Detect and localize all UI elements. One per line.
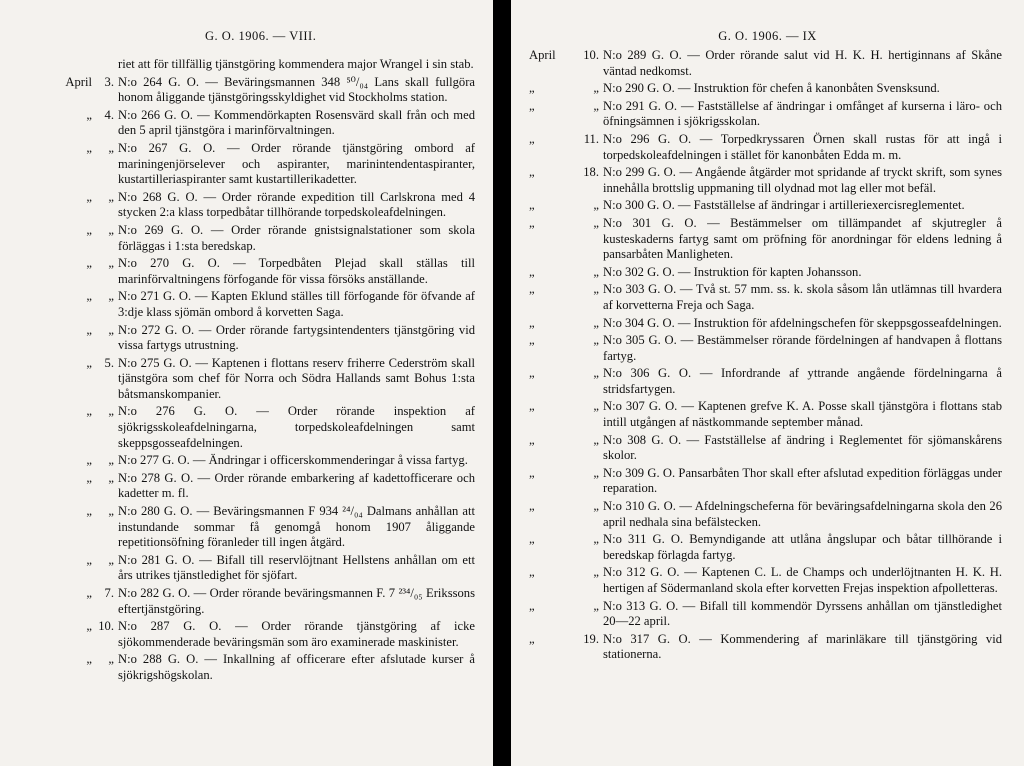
- entry-text: N:o 281 G. O. — Bifall till reservlöjtnant Hellstens anhållan om ett års utrikes tjänstledighet för sjöfart.: [118, 552, 475, 583]
- order-entry: [0, 323, 493, 354]
- entry-month: April: [529, 48, 556, 62]
- order-entry: [0, 190, 493, 221]
- entry-text: N:o 289 G. O. — Order rörande salut vid H. K. H. hertiginnans af Skåne väntad nedkomst.: [603, 48, 1002, 78]
- entry-text: N:o 280 G. O. — Beväringsmannen F 934 ²⁴/₀₄ Dalmans anhållan att instundande sommar få genomgå honom 1907 åliggande repetitionsöfning föranleder till ingen åtgärd.: [118, 504, 475, 550]
- order-entry: [511, 132, 1024, 163]
- left-page-header: G. O. 1906. — VIII.: [205, 29, 317, 43]
- entry-text: N:o 307 G. O. — Kaptenen grefve K. A. Posse skall tjänstgöra i flottans stab intill utgången af nästkommande september månad.: [603, 399, 1002, 430]
- order-entry: [0, 553, 493, 584]
- order-entry: [511, 198, 1024, 214]
- entry-text: N:o 266 G. O. — Kommendörkapten Rosensvärd skall från och med den 5 april tjänstgöra i marinförvaltningen.: [118, 107, 475, 138]
- entry-day: „: [593, 81, 599, 96]
- entry-text: N:o 268 G. O. — Order rörande expedition till Carlskrona med 4 stycken 2:a klass torpedbåtar tillhörande torpedskoleafdelningen.: [118, 189, 475, 220]
- entry-month: „: [529, 131, 535, 146]
- entry-day: 3.: [104, 74, 114, 89]
- entry-day: „: [108, 256, 114, 271]
- entry-day: 5.: [104, 355, 114, 370]
- entry-month: „: [529, 532, 535, 547]
- order-entry: [511, 216, 1024, 263]
- entry-month: „: [86, 140, 92, 155]
- entry-text: N:o 306 G. O. — Infordrande af yttrande angående fördelningarna å stridsfartygen.: [603, 366, 1002, 396]
- entry-day: 11.: [583, 131, 599, 146]
- entry-day: „: [593, 282, 599, 297]
- entry-text: N:o 290 G. O. — Instruktion för chefen å kanonbåten Svensksund.: [603, 81, 940, 96]
- entry-text: N:o 269 G. O. — Order rörande gnistsignalstationer som skola förläggas i 1:sta beredskap.: [118, 222, 475, 253]
- entry-day: „: [108, 552, 114, 567]
- entry-month: „: [529, 333, 535, 348]
- entry-day: „: [108, 504, 114, 519]
- entry-month: „: [86, 619, 92, 634]
- entry-text: N:o 304 G. O. — Instruktion för afdelningschefen för skeppsgosseafdelningen.: [603, 315, 1002, 330]
- entry-text: N:o 288 G. O. — Inkallning af officerare efter afslutade kurser å sjökrigshögskolan.: [118, 652, 475, 682]
- entry-text: N:o 317 G. O. — Kommendering af marinläkare till tjänstgöring vid stationerna.: [603, 631, 1002, 662]
- entry-month: „: [529, 366, 535, 381]
- entry-text: N:o 301 G. O. — Bestämmelser om tillämpandet af skjutregler å kusteskaderns fartyg samt om pröfning för anordningar för eldens ledning å pansarbåten Manligheten.: [603, 215, 1002, 262]
- order-entry: [0, 289, 493, 320]
- entry-month: „: [529, 165, 535, 180]
- right-page-header: G. O. 1906. — IX: [718, 29, 817, 43]
- entry-text: N:o 302 G. O. — Instruktion för kapten Johansson.: [603, 264, 862, 279]
- entry-text: N:o 270 G. O. — Torpedbåten Plejad skall ställas till marinförvaltningens förfogande för vissa försöks anställande.: [118, 256, 475, 286]
- entry-day: 10.: [98, 619, 114, 634]
- order-entry: [511, 433, 1024, 464]
- entry-text: N:o 277 G. O. — Ändringar i officerskommenderingar å vissa fartyg.: [118, 453, 468, 468]
- entry-month: „: [529, 282, 535, 297]
- entry-day: 7.: [104, 586, 114, 600]
- order-entry: [511, 565, 1024, 596]
- entry-day: „: [593, 98, 599, 113]
- entry-month: „: [529, 198, 535, 213]
- entry-month: „: [529, 432, 535, 447]
- entry-month: „: [86, 652, 92, 667]
- entry-day: „: [108, 453, 114, 468]
- entry-text: N:o 313 G. O. — Bifall till kommendör Dyrssens anhållan om tjänstledighet 20—22 april.: [603, 598, 1002, 629]
- right-entry-list: [511, 48, 1024, 665]
- entry-day: „: [593, 432, 599, 447]
- order-entry: [0, 586, 493, 617]
- order-entry: [511, 466, 1024, 497]
- order-entry: [0, 75, 493, 106]
- left-page: [0, 0, 493, 766]
- order-entry: [0, 504, 493, 551]
- entry-day: „: [593, 215, 599, 230]
- order-entry: [511, 316, 1024, 332]
- entry-day: „: [593, 465, 599, 480]
- entry-text: N:o 309 G. O. Pansarbåten Thor skall efter afslutad expedition förläggas under reparation.: [603, 465, 1002, 496]
- entry-text: N:o 291 G. O. — Fastställelse af ändringar i omfånget af kurserna i läro- och öfningsämnen i sjökrigsskolan.: [603, 98, 1002, 129]
- order-entry: [0, 619, 493, 650]
- order-entry: [0, 356, 493, 403]
- entry-month: „: [86, 404, 92, 419]
- order-entry: [0, 108, 493, 139]
- entry-day: „: [108, 222, 114, 237]
- entry-text: N:o 264 G. O. — Beväringsmannen 348 ⁵⁰/₀₄ Lans skall fullgöra honom åliggande tjänstgöringsskyldighet vid Stockholms station.: [118, 74, 475, 105]
- entry-day: „: [108, 289, 114, 304]
- entry-day: „: [108, 322, 114, 337]
- entry-text: N:o 275 G. O. — Kaptenen i flottans reserv friherre Cederström skall tjänstgöra som chef för Norra och Södra Hallands samt Bohus 1:sta båtsmanskompanier.: [118, 355, 475, 401]
- entry-month: „: [529, 215, 535, 230]
- order-entry: [511, 282, 1024, 313]
- entry-month: „: [86, 586, 92, 600]
- entry-text: N:o 305 G. O. — Bestämmelser rörande fördelningen af handvapen å flottans fartyg.: [603, 333, 1002, 363]
- order-entry: [511, 333, 1024, 364]
- order-entry: [0, 223, 493, 254]
- entry-text: N:o 310 G. O. — Afdelningscheferna för beväringsafdelningarna skola den 26 april nedhala sina befälstecken.: [603, 499, 1002, 529]
- entry-month: „: [86, 470, 92, 485]
- entry-day: „: [593, 565, 599, 580]
- entry-text: N:o 287 G. O. — Order rörande tjänstgöring af icke sjökommenderade beväringsmän som äro examinerade maskinister.: [118, 619, 475, 649]
- entry-month: „: [86, 256, 92, 271]
- entry-day: „: [108, 189, 114, 204]
- entry-month: „: [86, 189, 92, 204]
- order-entry: [0, 471, 493, 502]
- order-entry: [511, 99, 1024, 130]
- order-entry: [511, 265, 1024, 281]
- entry-month: „: [529, 465, 535, 480]
- entry-day: „: [593, 598, 599, 613]
- entry-text: riet att för tillfällig tjänstgöring kommendera major Wrangel i sin stab.: [118, 57, 474, 71]
- entry-month: April: [65, 74, 92, 89]
- right-page: [511, 0, 1024, 766]
- entry-text: N:o 299 G. O. — Angående åtgärder mot spridande af tryckt skrift, som synes innehålla brottslig uppmaning till olydnad mot lag eller mot befäl.: [603, 165, 1002, 195]
- order-entry: [511, 48, 1024, 79]
- entry-text: N:o 308 G. O. — Fastställelse af ändring i Reglementet för sjömanskårens skolor.: [603, 432, 1002, 463]
- entry-month: „: [529, 264, 535, 279]
- left-entry-list: [0, 57, 493, 686]
- order-entry: [0, 141, 493, 188]
- order-entry: [511, 532, 1024, 563]
- entry-text: N:o 296 G. O. — Torpedkryssaren Örnen skall rustas för att ingå i torpedskoleafdelningen i stället för kanonbåten Edda m. m.: [603, 131, 1002, 162]
- order-entry: [0, 256, 493, 287]
- order-entry: [511, 366, 1024, 397]
- entry-day: „: [593, 399, 599, 414]
- entry-text: N:o 300 G. O. — Fastställelse af ändringar i artilleriexercisreglementet.: [603, 198, 965, 213]
- order-entry: [511, 399, 1024, 430]
- entry-month: „: [529, 631, 535, 646]
- entry-day: „: [593, 333, 599, 348]
- entry-day: „: [108, 140, 114, 155]
- order-entry: [511, 81, 1024, 97]
- entry-day: 4.: [104, 107, 114, 122]
- entry-text: N:o 278 G. O. — Order rörande embarkering af kadettofficerare och kadetter m. fl.: [118, 470, 475, 501]
- entry-day: „: [593, 264, 599, 279]
- entry-month: „: [529, 399, 535, 414]
- entry-month: „: [529, 315, 535, 330]
- entry-text: N:o 311 G. O. Bemyndigande att utlåna ångslupar och båtar tillhörande i beredskap förlagda fartyg.: [603, 532, 1002, 562]
- entry-day: „: [593, 315, 599, 330]
- entry-day: „: [593, 366, 599, 381]
- order-entry: [0, 404, 493, 451]
- entry-day: „: [108, 652, 114, 667]
- order-entry: [0, 57, 493, 73]
- entry-text: N:o 276 G. O. — Order rörande inspektion af sjökrigsskoleafdelningarna, torpedskoleafdelningen samt skeppsgosseafdelningen.: [118, 404, 475, 450]
- entry-text: N:o 267 G. O. — Order rörande tjänstgöring ombord af mariningenjörselever och aspiranter, marinintendentaspiranter, kustartilleriaspiranter samt kustartillerikadetter.: [118, 140, 475, 187]
- order-entry: [511, 499, 1024, 530]
- entry-month: „: [529, 81, 535, 96]
- order-entry: [511, 165, 1024, 196]
- order-entry: [511, 599, 1024, 630]
- entry-text: N:o 272 G. O. — Order rörande fartygsintendenters tjänstgöring vid vissa fartygs utrustning.: [118, 322, 475, 353]
- entry-month: „: [86, 552, 92, 567]
- order-entry: [0, 652, 493, 683]
- entry-month: „: [86, 355, 92, 370]
- entry-month: „: [529, 565, 535, 580]
- entry-month: „: [86, 504, 92, 519]
- entry-month: „: [529, 499, 535, 514]
- entry-day: 19.: [583, 631, 599, 646]
- entry-month: „: [86, 453, 92, 468]
- entry-month: „: [86, 107, 92, 122]
- entry-day: „: [108, 404, 114, 419]
- entry-text: N:o 312 G. O. — Kaptenen C. L. de Champs och underlöjtnanten H. K. H. hertigen af Södermanland skola efter korvetten Frejas inspektion afpolletteras.: [603, 565, 1002, 595]
- entry-text: N:o 282 G. O. — Order rörande beväringsmannen F. 7 ²³⁴/₀₅ Erikssons eftertjänstgöring.: [118, 586, 475, 616]
- order-entry: [511, 632, 1024, 663]
- entry-day: „: [593, 532, 599, 547]
- entry-day: 18.: [583, 165, 599, 180]
- entry-day: „: [108, 470, 114, 485]
- entry-month: „: [86, 322, 92, 337]
- entry-day: „: [593, 499, 599, 514]
- entry-month: „: [86, 222, 92, 237]
- entry-month: „: [529, 598, 535, 613]
- entry-text: N:o 303 G. O. — Två st. 57 mm. ss. k. skola såsom lån utlämnas till hvardera af korvetterna Freja och Saga.: [603, 282, 1002, 312]
- entry-month: „: [86, 289, 92, 304]
- order-entry: [0, 453, 493, 469]
- entry-month: „: [529, 98, 535, 113]
- entry-day: „: [593, 198, 599, 213]
- entry-day: 10.: [583, 48, 599, 62]
- entry-text: N:o 271 G. O. — Kapten Eklund ställes till förfogande för öfvande af 3:dje klass sjömän ombord å korvetten Saga.: [118, 289, 475, 319]
